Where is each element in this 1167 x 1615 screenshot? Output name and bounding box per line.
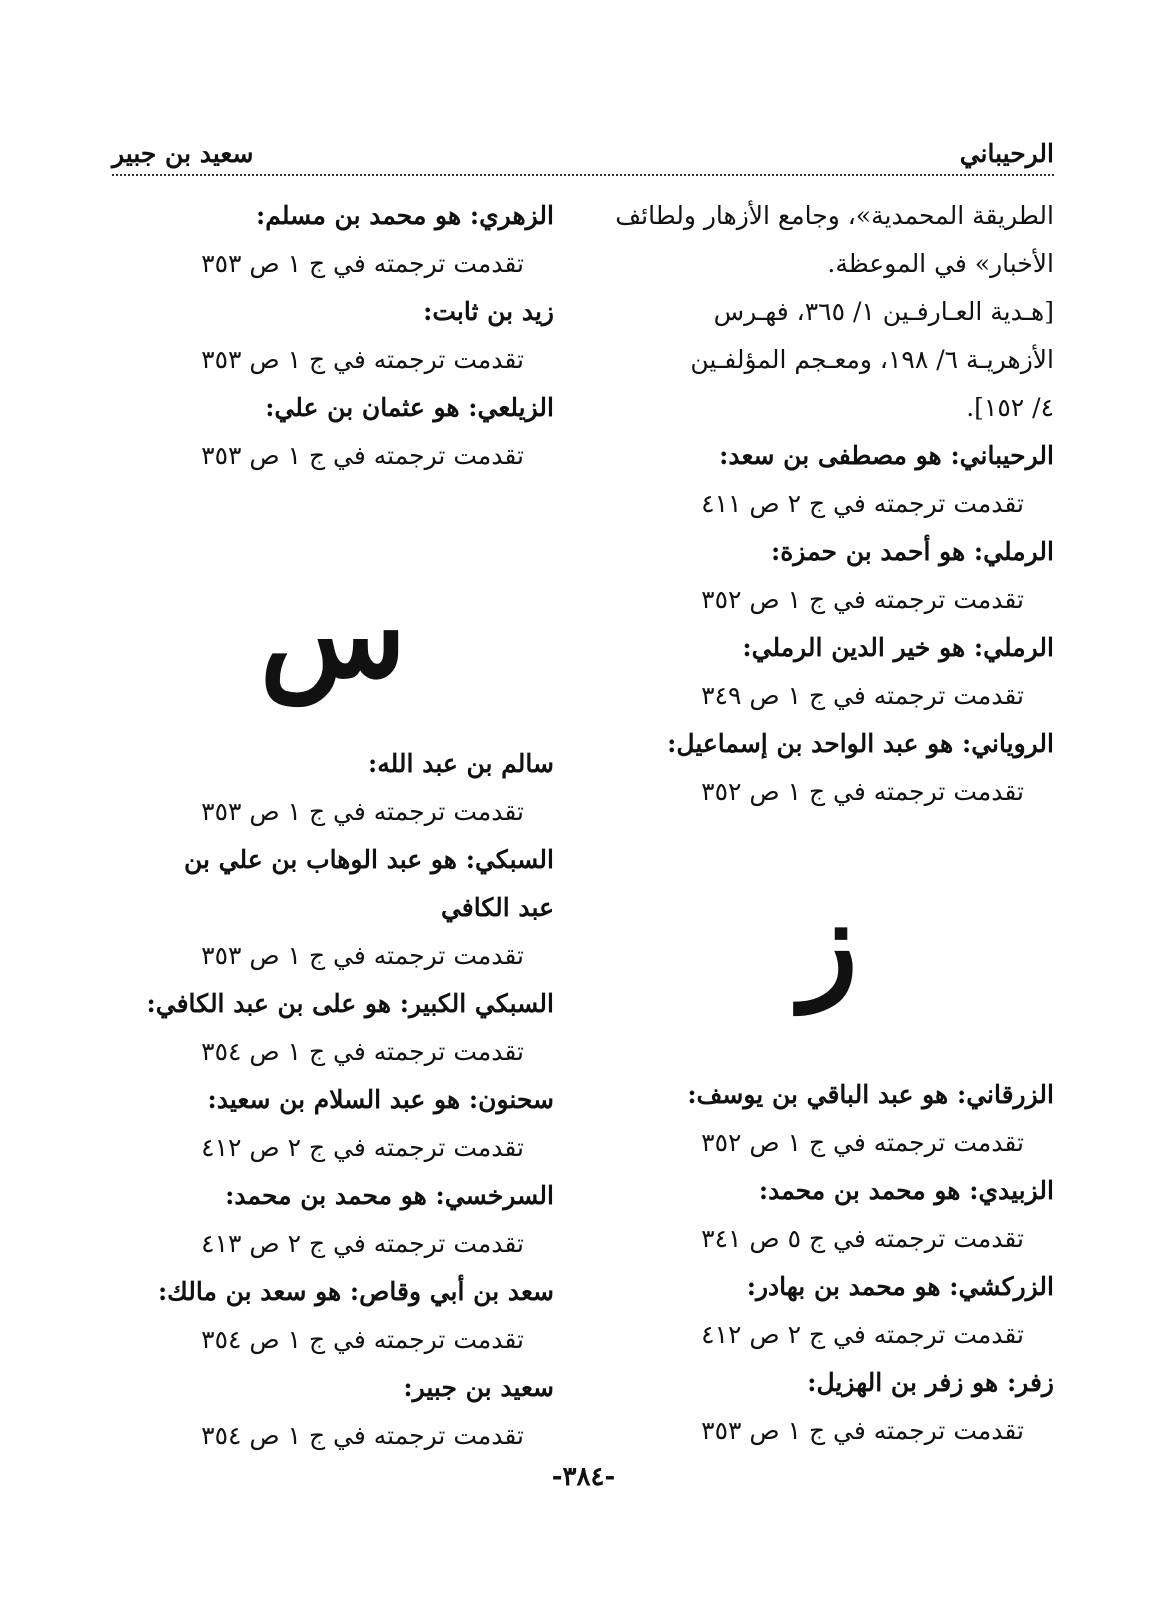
entry-reference: تقدمت ترجمته في ج ١ ص ٣٥٤ xyxy=(201,1421,524,1450)
entry-reference: تقدمت ترجمته في ج ١ ص ٣٥٤ xyxy=(201,1037,524,1066)
text-line: الأخبار» في الموعظة. xyxy=(827,249,1054,278)
entry-heading xyxy=(112,836,554,884)
entry-heading xyxy=(604,1359,1054,1407)
entry-definition: هو سعد بن مالك: xyxy=(157,1277,342,1306)
entry-heading xyxy=(604,720,1054,768)
section-letter-zay: ز xyxy=(800,872,858,1014)
entry-heading xyxy=(112,192,554,240)
entry-name: سعد بن أبي وقاص: xyxy=(349,1277,554,1306)
entry-name: الرملي: xyxy=(973,633,1054,662)
entry-heading xyxy=(112,1268,554,1316)
entry-name: الزبيدي: xyxy=(969,1176,1054,1205)
entry-reference: تقدمت ترجمته في ج ٥ ص ٣٤١ xyxy=(701,1224,1024,1253)
entry-heading xyxy=(112,1076,554,1124)
entry-reference: تقدمت ترجمته في ج ٢ ص ٤١٢ xyxy=(201,1133,524,1162)
entry-definition-continued: عبد الكافي xyxy=(440,893,554,922)
entry-reference: تقدمت ترجمته في ج ١ ص ٣٥٣ xyxy=(201,441,524,470)
entry-definition: هو عثمان بن علي: xyxy=(265,393,460,422)
entry-name: الزركشي: xyxy=(949,1272,1054,1301)
entry-definition: هو زفر بن الهزيل: xyxy=(807,1368,999,1397)
entry-reference: تقدمت ترجمته في ج ٢ ص ٤١٢ xyxy=(701,1320,1024,1349)
entry-definition: هو محمد بن محمد: xyxy=(225,1181,427,1210)
entry-reference: تقدمت ترجمته في ج ١ ص ٣٥٣ xyxy=(201,797,524,826)
entry-definition: هو على بن عبد الكافي: xyxy=(146,989,392,1018)
entry-heading xyxy=(112,740,554,788)
entry-definition: هو خير الدين الرملي: xyxy=(742,633,966,662)
entry-name: الزيلعي: xyxy=(468,393,554,422)
entry-reference: تقدمت ترجمته في ج ٢ ص ٤١١ xyxy=(701,489,1024,518)
entry-heading xyxy=(604,432,1054,480)
entry-definition: هو محمد بن بهادر: xyxy=(746,1272,941,1301)
entry-reference: تقدمت ترجمته في ج ١ ص ٣٥٢ xyxy=(701,1128,1024,1157)
entry-name: زفر: xyxy=(1006,1368,1054,1397)
entry-reference: تقدمت ترجمته في ج ١ ص ٣٥٣ xyxy=(701,1416,1024,1445)
right-column xyxy=(604,192,1054,1455)
entry-heading xyxy=(604,624,1054,672)
citation-line: الأزهريـة ٦/ ١٩٨، ومعـجم المؤلفـين xyxy=(690,345,1054,374)
entry-heading xyxy=(112,980,554,1028)
entry-name: السبكي الكبير: xyxy=(399,989,554,1018)
entry-definition: هو عبد الباقي بن يوسف: xyxy=(687,1080,949,1109)
entry-heading xyxy=(604,1263,1054,1311)
entry-name: السبكي: xyxy=(465,845,554,874)
entry-reference: تقدمت ترجمته في ج ٢ ص ٤١٣ xyxy=(201,1229,524,1258)
entry-name: الرملي: xyxy=(973,537,1054,566)
entry-heading xyxy=(604,1071,1054,1119)
entry-name: الروياني: xyxy=(961,729,1054,758)
header-left-title: سعيد بن جبير xyxy=(112,139,254,168)
entry-heading xyxy=(112,384,554,432)
entry-heading xyxy=(604,1167,1054,1215)
header-right-title: الرحيباني xyxy=(959,139,1054,168)
section-letter-sin: س xyxy=(259,564,407,705)
page-number: -٣٨٤- xyxy=(551,1462,616,1492)
entry-definition: هو محمد بن مسلم: xyxy=(256,201,462,230)
entry-name: زيد بن ثابت: xyxy=(423,297,554,326)
entry-heading xyxy=(112,288,554,336)
citation-line: ٤/ ١٥٢]. xyxy=(966,393,1054,422)
entry-name: سعيد بن جبير: xyxy=(403,1373,554,1402)
entry-reference: تقدمت ترجمته في ج ١ ص ٣٥٣ xyxy=(201,345,524,374)
entry-definition: هو مصطفى بن سعد: xyxy=(719,441,942,470)
left-column xyxy=(112,192,554,1460)
entry-heading xyxy=(112,1172,554,1220)
citation-line: [هـدية العـارفـين ١/ ٣٦٥، فهـرس xyxy=(713,297,1054,326)
entry-reference: تقدمت ترجمته في ج ١ ص ٣٤٩ xyxy=(701,681,1024,710)
entry-definition: هو عبد السلام بن سعيد: xyxy=(207,1085,461,1114)
entry-heading xyxy=(112,1364,554,1412)
entry-name: الزرقاني: xyxy=(956,1080,1054,1109)
entry-reference: تقدمت ترجمته في ج ١ ص ٣٥٢ xyxy=(701,585,1024,614)
entry-definition: هو محمد بن محمد: xyxy=(758,1176,961,1205)
entry-definition: هو عبد الواحد بن إسماعيل: xyxy=(667,729,954,758)
entry-name: سحنون: xyxy=(468,1085,554,1114)
entry-name: الرحيباني: xyxy=(950,441,1054,470)
entry-definition: هو عبد الوهاب بن علي بن xyxy=(183,845,457,874)
entry-name: الزهري: xyxy=(469,201,554,230)
entry-heading xyxy=(604,528,1054,576)
entry-reference: تقدمت ترجمته في ج ١ ص ٣٥٤ xyxy=(201,1325,524,1354)
entry-name: السرخسي: xyxy=(435,1181,554,1210)
text-line: الطريقة المحمدية»، وجامع الأزهار ولطائف xyxy=(615,201,1054,230)
entry-reference: تقدمت ترجمته في ج ١ ص ٣٥٣ xyxy=(201,249,524,278)
entry-definition: هو أحمد بن حمزة: xyxy=(770,537,966,566)
running-header xyxy=(112,108,1054,176)
entry-name: سالم بن عبد الله: xyxy=(368,749,554,778)
entry-reference: تقدمت ترجمته في ج ١ ص ٣٥٢ xyxy=(701,777,1024,806)
entry-reference: تقدمت ترجمته في ج ١ ص ٣٥٣ xyxy=(201,941,524,970)
